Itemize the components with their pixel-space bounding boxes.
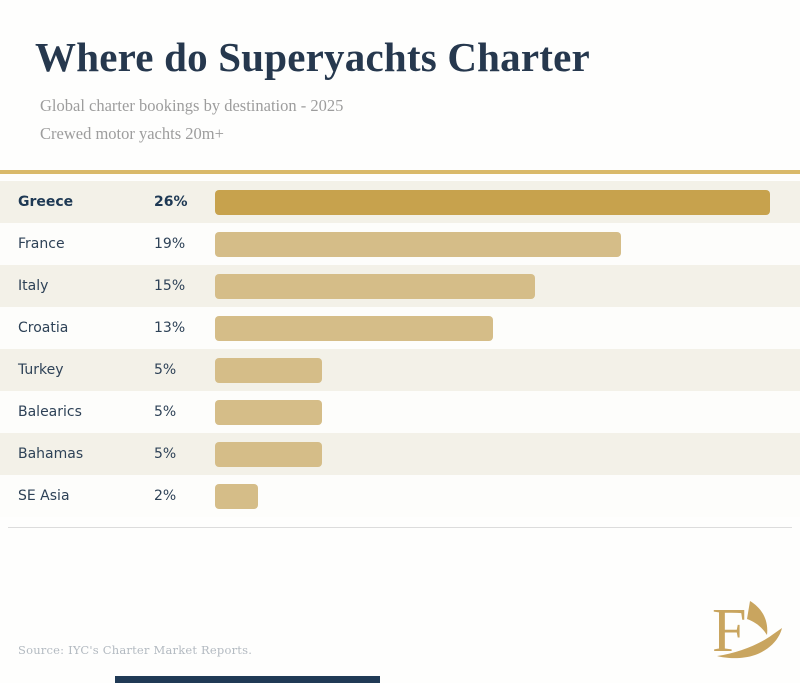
bar-track xyxy=(215,190,770,215)
category-label: SE Asia xyxy=(18,488,70,504)
bar-track xyxy=(215,232,770,257)
subtitle-line-2: Crewed motor yachts 20m+ xyxy=(40,124,224,144)
bar xyxy=(215,316,493,341)
subtitle-line-1: Global charter bookings by destination - 2025 xyxy=(40,96,344,116)
source-note: Source: IYC's Charter Market Reports. xyxy=(18,643,253,657)
subtitle-block xyxy=(40,92,800,148)
category-label: Italy xyxy=(18,278,49,294)
bar-row xyxy=(0,181,800,223)
bar-track xyxy=(215,442,770,467)
header xyxy=(0,0,800,148)
value-label: 13% xyxy=(154,320,186,336)
bar-row xyxy=(0,307,800,349)
value-label: 26% xyxy=(154,194,188,210)
bar xyxy=(215,274,535,299)
value-label: 5% xyxy=(154,362,177,378)
category-label: Greece xyxy=(18,194,74,210)
value-label: 15% xyxy=(154,278,186,294)
value-label: 2% xyxy=(154,488,177,504)
bar-row xyxy=(0,433,800,475)
bar xyxy=(215,190,770,215)
bar-track xyxy=(215,274,770,299)
category-label: Balearics xyxy=(18,404,82,420)
bar xyxy=(215,400,322,425)
bottom-divider xyxy=(8,527,792,528)
bar xyxy=(215,442,322,467)
brand-logo xyxy=(710,595,786,663)
bar-row xyxy=(0,475,800,517)
value-label: 5% xyxy=(154,404,177,420)
bar-track xyxy=(215,484,770,509)
svg-text:F: F xyxy=(712,597,747,663)
bar-track xyxy=(215,316,770,341)
category-label: Bahamas xyxy=(18,446,84,462)
bottom-accent-bar xyxy=(115,676,380,683)
gold-f-sailing-ship-icon xyxy=(710,595,786,663)
page-title: Where do Superyachts Charter xyxy=(35,34,590,80)
bar-row xyxy=(0,265,800,307)
bar-row xyxy=(0,223,800,265)
bar-row xyxy=(0,349,800,391)
bar xyxy=(215,358,322,383)
bar-track xyxy=(215,400,770,425)
category-label: France xyxy=(18,236,65,252)
value-label: 5% xyxy=(154,446,177,462)
bar-chart xyxy=(0,181,800,517)
category-label: Croatia xyxy=(18,320,69,336)
category-label: Turkey xyxy=(18,362,64,378)
bar xyxy=(215,484,258,509)
bar xyxy=(215,232,621,257)
bar-track xyxy=(215,358,770,383)
bar-row xyxy=(0,391,800,433)
gold-divider xyxy=(0,170,800,174)
value-label: 19% xyxy=(154,236,186,252)
